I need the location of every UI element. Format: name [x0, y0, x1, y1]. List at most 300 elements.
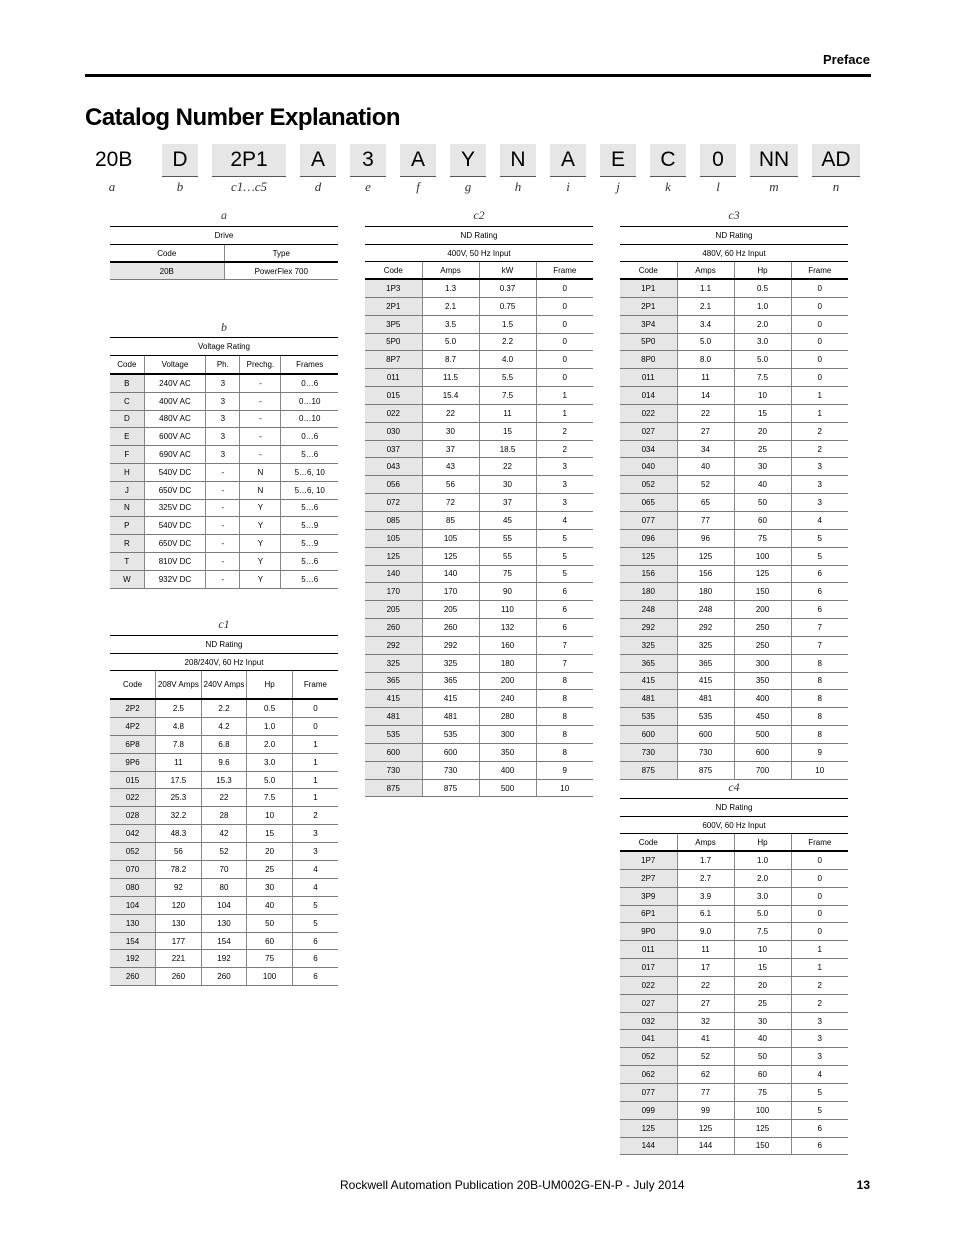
table-cell: 34 [677, 440, 734, 458]
table-cell: 0 [536, 315, 593, 333]
table-row [620, 565, 848, 583]
row-code-cell: T [110, 552, 144, 570]
segment-code-k: C [650, 144, 686, 177]
table-cell: 0 [791, 297, 848, 315]
row-code-cell: B [110, 374, 144, 392]
table-cell: 1.5 [479, 315, 536, 333]
row-code-cell: N [110, 499, 144, 517]
table-cell: 600V AC [144, 428, 206, 446]
table-row [110, 535, 338, 553]
table-cell: 0 [791, 351, 848, 369]
table-cell: 5.0 [247, 771, 293, 789]
segment-label-g: g [464, 179, 472, 194]
table-cell: 6.8 [201, 735, 247, 753]
row-code-cell: 325 [620, 636, 677, 654]
table-cell: 2.0 [734, 315, 791, 333]
row-code-cell: 365 [620, 654, 677, 672]
table-title: ND Rating [365, 227, 593, 245]
table-cell: 7 [536, 636, 593, 654]
table-cell: 6 [536, 619, 593, 637]
table-row [620, 1119, 848, 1137]
table-cell: 415 [677, 672, 734, 690]
table-cell: 4 [536, 511, 593, 529]
table-row [620, 869, 848, 887]
table-cell: 292 [422, 636, 479, 654]
table-cell: 5…6, 10 [281, 481, 338, 499]
table-row [110, 499, 338, 517]
table-cell: 43 [422, 458, 479, 476]
table-cell: 170 [422, 583, 479, 601]
table-cell: 5…6, 10 [281, 463, 338, 481]
table-c4-caption: c4 [728, 780, 740, 794]
table-c2-nd-rating [365, 226, 593, 797]
table-cell: 150 [734, 1137, 791, 1155]
segment-code-b: D [162, 144, 198, 177]
table-cell: 75 [479, 565, 536, 583]
table-cell: 11 [156, 753, 202, 771]
table-cell: 28 [201, 807, 247, 825]
row-code-cell: 041 [620, 1030, 677, 1048]
table-cell: 15 [247, 825, 293, 843]
row-code-cell: 875 [620, 761, 677, 779]
row-code-cell: 030 [365, 422, 422, 440]
table-cell: 52 [677, 1048, 734, 1066]
table-cell: 0 [791, 869, 848, 887]
table-row [110, 950, 338, 968]
footer-publication: Rockwell Automation Publication 20B-UM002G-EN-P - July 2014 [340, 1178, 685, 1192]
row-code-cell: 140 [365, 565, 422, 583]
table-cell: 0 [791, 905, 848, 923]
table-cell: 0 [536, 369, 593, 387]
table-cell: 1.0 [247, 717, 293, 735]
row-code-cell: 535 [620, 708, 677, 726]
table-cell: 3 [791, 476, 848, 494]
table-row [365, 708, 593, 726]
table-cell: - [206, 535, 240, 553]
table-cell: - [240, 392, 281, 410]
table-cell: 6 [791, 1119, 848, 1137]
column-header: Ph. [206, 356, 240, 375]
column-header: 208V Amps [156, 671, 202, 700]
table-cell: 810V DC [144, 552, 206, 570]
table-row [110, 968, 338, 986]
table-row [110, 374, 338, 392]
row-code-cell: 292 [365, 636, 422, 654]
table-cell: 125 [734, 1119, 791, 1137]
table-cell: 2.2 [479, 333, 536, 351]
table-cell: 0 [536, 297, 593, 315]
table-cell: 5 [791, 529, 848, 547]
table-cell: 600 [734, 743, 791, 761]
table-cell: 2.1 [677, 297, 734, 315]
table-row [620, 708, 848, 726]
table-row [620, 583, 848, 601]
row-code-cell: 875 [365, 779, 422, 797]
segment-label-e: e [365, 179, 371, 194]
table-row [110, 717, 338, 735]
table-cell: 15 [479, 422, 536, 440]
row-code-cell: 032 [620, 1012, 677, 1030]
table-cell: 0 [791, 851, 848, 869]
segment-label-m: m [769, 179, 779, 194]
table-cell: 27 [677, 994, 734, 1012]
column-header: Frame [292, 671, 338, 700]
table-row [110, 843, 338, 861]
row-code-cell: 080 [110, 878, 156, 896]
table-cell: 481 [422, 708, 479, 726]
row-code-cell: 8P0 [620, 351, 677, 369]
table-row [365, 654, 593, 672]
table-cell: 99 [677, 1101, 734, 1119]
row-code-cell: 481 [365, 708, 422, 726]
table-cell: 78.2 [156, 861, 202, 879]
table-cell: 0…6 [281, 374, 338, 392]
column-header: Hp [247, 671, 293, 700]
row-code-cell: 3P5 [365, 315, 422, 333]
row-code-cell: 292 [620, 619, 677, 637]
table-cell: 156 [677, 565, 734, 583]
table-title: ND Rating [620, 799, 848, 817]
table-cell: 75 [247, 950, 293, 968]
table-cell: 11.5 [422, 369, 479, 387]
table-c1-nd-rating [110, 635, 338, 986]
table-row [620, 440, 848, 458]
table-cell: 104 [201, 896, 247, 914]
table-cell: 55 [479, 529, 536, 547]
table-cell: 105 [422, 529, 479, 547]
table-row [110, 771, 338, 789]
table-cell: 5 [536, 547, 593, 565]
table-cell: 77 [677, 1083, 734, 1101]
table-cell: 11 [677, 369, 734, 387]
table-cell: 415 [422, 690, 479, 708]
segment-code-j: E [600, 144, 636, 177]
table-cell: 5…6 [281, 570, 338, 588]
row-code-cell: 099 [620, 1101, 677, 1119]
table-c3-nd-rating [620, 226, 848, 780]
table-cell: 192 [201, 950, 247, 968]
table-cell: 260 [201, 968, 247, 986]
table-cell: 875 [677, 761, 734, 779]
column-header: kW [479, 262, 536, 280]
table-cell: 3 [206, 374, 240, 392]
table-cell: 4.2 [201, 717, 247, 735]
table-cell: 22 [479, 458, 536, 476]
table-cell: 5 [791, 1101, 848, 1119]
table-row [365, 458, 593, 476]
row-code-cell: 022 [110, 789, 156, 807]
table-cell: 2.5 [156, 699, 202, 717]
row-code-cell: 034 [620, 440, 677, 458]
table-cell: 96 [677, 529, 734, 547]
row-code-cell: 5P0 [620, 333, 677, 351]
table-cell: 3 [292, 843, 338, 861]
table-cell: 3 [206, 428, 240, 446]
table-cell: 6.1 [677, 905, 734, 923]
table-subtitle: 208/240V, 60 Hz Input [110, 654, 338, 671]
table-cell: 240V AC [144, 374, 206, 392]
segment-code-g: Y [450, 144, 486, 177]
table-cell: 22 [677, 976, 734, 994]
table-row [110, 392, 338, 410]
row-code-cell: 1P7 [620, 851, 677, 869]
row-code-cell: 022 [620, 404, 677, 422]
row-code-cell: 5P0 [365, 333, 422, 351]
table-title: Drive [110, 227, 338, 245]
table-cell: 0.37 [479, 279, 536, 297]
table-cell: 650V DC [144, 535, 206, 553]
row-code-cell: 6P8 [110, 735, 156, 753]
table-cell: 55 [479, 547, 536, 565]
column-header: Code [110, 356, 144, 375]
table-row [620, 1083, 848, 1101]
table-cell: 3 [536, 458, 593, 476]
table-cell: 6 [292, 932, 338, 950]
table-cell: 18.5 [479, 440, 536, 458]
table-cell: 4 [791, 1066, 848, 1084]
table-cell: 3.9 [677, 887, 734, 905]
table-row [620, 761, 848, 779]
table-cell: PowerFlex 700 [224, 262, 338, 280]
table-cell: 0.5 [734, 279, 791, 297]
table-row [110, 753, 338, 771]
row-code-cell: 600 [620, 726, 677, 744]
row-code-cell: 2P1 [365, 297, 422, 315]
table-row [365, 422, 593, 440]
table-row [365, 565, 593, 583]
table-cell: 875 [422, 779, 479, 797]
table-cell: 9 [536, 761, 593, 779]
row-code-cell: 011 [620, 369, 677, 387]
row-code-cell: 043 [365, 458, 422, 476]
table-cell: - [206, 463, 240, 481]
table-subtitle: 480V, 60 Hz Input [620, 245, 848, 262]
table-header-row [365, 262, 593, 280]
table-cell: 22 [201, 789, 247, 807]
table-row [620, 976, 848, 994]
table-cell: - [206, 570, 240, 588]
table-row [620, 941, 848, 959]
column-header: Amps [422, 262, 479, 280]
table-cell: 1 [292, 771, 338, 789]
row-code-cell: E [110, 428, 144, 446]
table-cell: 481 [677, 690, 734, 708]
row-code-cell: 415 [365, 690, 422, 708]
table-row [365, 387, 593, 405]
table-row [620, 619, 848, 637]
table-cell: 540V DC [144, 463, 206, 481]
table-cell: 500 [479, 779, 536, 797]
table-row [110, 428, 338, 446]
row-code-cell: 062 [620, 1066, 677, 1084]
table-c4-nd-rating [620, 798, 848, 1155]
table-cell: 7.5 [734, 369, 791, 387]
row-code-cell: 052 [620, 476, 677, 494]
table-row [110, 789, 338, 807]
table-cell: 5 [791, 1083, 848, 1101]
table-cell: 120 [156, 896, 202, 914]
section-header: Preface [823, 52, 870, 67]
table-cell: 7 [791, 636, 848, 654]
table-a-drive [110, 226, 338, 280]
table-cell: 0.75 [479, 297, 536, 315]
table-row [620, 887, 848, 905]
table-cell: 3 [206, 410, 240, 428]
table-row [620, 1101, 848, 1119]
column-header: Frame [536, 262, 593, 280]
column-header: Code [365, 262, 422, 280]
table-cell: 4 [292, 861, 338, 879]
row-code-cell: J [110, 481, 144, 499]
table-cell: 3.5 [422, 315, 479, 333]
table-row [620, 494, 848, 512]
table-cell: 10 [791, 761, 848, 779]
table-cell: 5.0 [677, 333, 734, 351]
table-cell: - [240, 446, 281, 464]
table-cell: 60 [734, 1066, 791, 1084]
table-cell: - [206, 552, 240, 570]
table-row [620, 404, 848, 422]
table-cell: 2 [791, 440, 848, 458]
table-cell: 3 [791, 494, 848, 512]
table-cell: 3 [206, 446, 240, 464]
table-row [365, 333, 593, 351]
table-cell: 11 [677, 941, 734, 959]
row-code-cell: 600 [365, 743, 422, 761]
table-row [365, 476, 593, 494]
table-cell: 40 [677, 458, 734, 476]
table-row [620, 654, 848, 672]
table-cell: 2 [791, 422, 848, 440]
table-row [110, 861, 338, 879]
table-row [110, 896, 338, 914]
table-cell: 27 [677, 422, 734, 440]
row-code-cell: 248 [620, 601, 677, 619]
segment-label-c: c1…c5 [230, 179, 268, 194]
table-row [365, 297, 593, 315]
table-row [365, 601, 593, 619]
row-code-cell: 011 [365, 369, 422, 387]
table-cell: 650V DC [144, 481, 206, 499]
table-row [365, 726, 593, 744]
row-code-cell: 730 [620, 743, 677, 761]
row-code-cell: R [110, 535, 144, 553]
segment-label-d: d [314, 179, 322, 194]
table-cell: 15.4 [422, 387, 479, 405]
table-cell: 8 [536, 672, 593, 690]
row-code-cell: 052 [620, 1048, 677, 1066]
table-cell: 9.0 [677, 923, 734, 941]
table-cell: 5…6 [281, 499, 338, 517]
table-cell: 15.3 [201, 771, 247, 789]
table-cell: 7.8 [156, 735, 202, 753]
row-code-cell: 2P1 [620, 297, 677, 315]
segment-code-c: 2P1 [212, 144, 286, 177]
table-cell: 3.0 [247, 753, 293, 771]
table-cell: 0 [536, 333, 593, 351]
table-cell: 10 [247, 807, 293, 825]
table-cell: 92 [156, 878, 202, 896]
table-row [110, 552, 338, 570]
row-code-cell: 085 [365, 511, 422, 529]
table-header-row [110, 245, 338, 263]
table-row [365, 619, 593, 637]
page-title: Catalog Number Explanation [85, 104, 401, 131]
table-cell: 5…6 [281, 552, 338, 570]
row-code-cell: 260 [365, 619, 422, 637]
row-code-cell: 065 [620, 494, 677, 512]
table-cell: 1.3 [422, 279, 479, 297]
row-code-cell: P [110, 517, 144, 535]
table-cell: 8 [536, 726, 593, 744]
table-cell: 535 [677, 708, 734, 726]
column-header: Type [224, 245, 338, 263]
table-cell: 65 [677, 494, 734, 512]
table-cell: 8.7 [422, 351, 479, 369]
row-code-cell: 205 [365, 601, 422, 619]
table-row [110, 807, 338, 825]
table-cell: 3 [206, 392, 240, 410]
table-c1-caption: c1 [218, 617, 230, 631]
table-cell: 1.0 [734, 851, 791, 869]
column-header: Hp [734, 834, 791, 852]
table-cell: 90 [479, 583, 536, 601]
table-cell: 2.2 [201, 699, 247, 717]
table-cell: 325 [677, 636, 734, 654]
table-row [620, 1066, 848, 1084]
table-cell: 30 [422, 422, 479, 440]
row-code-cell: 730 [365, 761, 422, 779]
row-code-cell: 192 [110, 950, 156, 968]
table-cell: 3.0 [734, 333, 791, 351]
row-code-cell: H [110, 463, 144, 481]
row-code-cell: 535 [365, 726, 422, 744]
table-title: Voltage Rating [110, 338, 338, 356]
table-cell: 25.3 [156, 789, 202, 807]
table-row [620, 636, 848, 654]
table-cell: 730 [422, 761, 479, 779]
table-cell: 325V DC [144, 499, 206, 517]
table-cell: 4.0 [479, 351, 536, 369]
column-header: Code [620, 262, 677, 280]
row-code-cell: 014 [620, 387, 677, 405]
table-cell: 6 [791, 583, 848, 601]
table-cell: 200 [479, 672, 536, 690]
table-row [110, 825, 338, 843]
table-row [620, 547, 848, 565]
table-cell: 40 [734, 476, 791, 494]
table-cell: 248 [677, 601, 734, 619]
table-cell: 80 [201, 878, 247, 896]
table-cell: 1 [791, 404, 848, 422]
table-cell: 144 [677, 1137, 734, 1155]
column-header: Code [620, 834, 677, 852]
table-cell: 7.5 [479, 387, 536, 405]
row-code-cell: 20B [110, 262, 224, 280]
table-cell: 42 [201, 825, 247, 843]
table-cell: 5.0 [422, 333, 479, 351]
table-cell: 75 [734, 529, 791, 547]
table-row [620, 672, 848, 690]
table-row [620, 476, 848, 494]
table-cell: 40 [247, 896, 293, 914]
table-row [365, 440, 593, 458]
table-cell: 7 [791, 619, 848, 637]
table-cell: 30 [247, 878, 293, 896]
table-row [620, 1137, 848, 1155]
table-cell: 48.3 [156, 825, 202, 843]
table-cell: 72 [422, 494, 479, 512]
